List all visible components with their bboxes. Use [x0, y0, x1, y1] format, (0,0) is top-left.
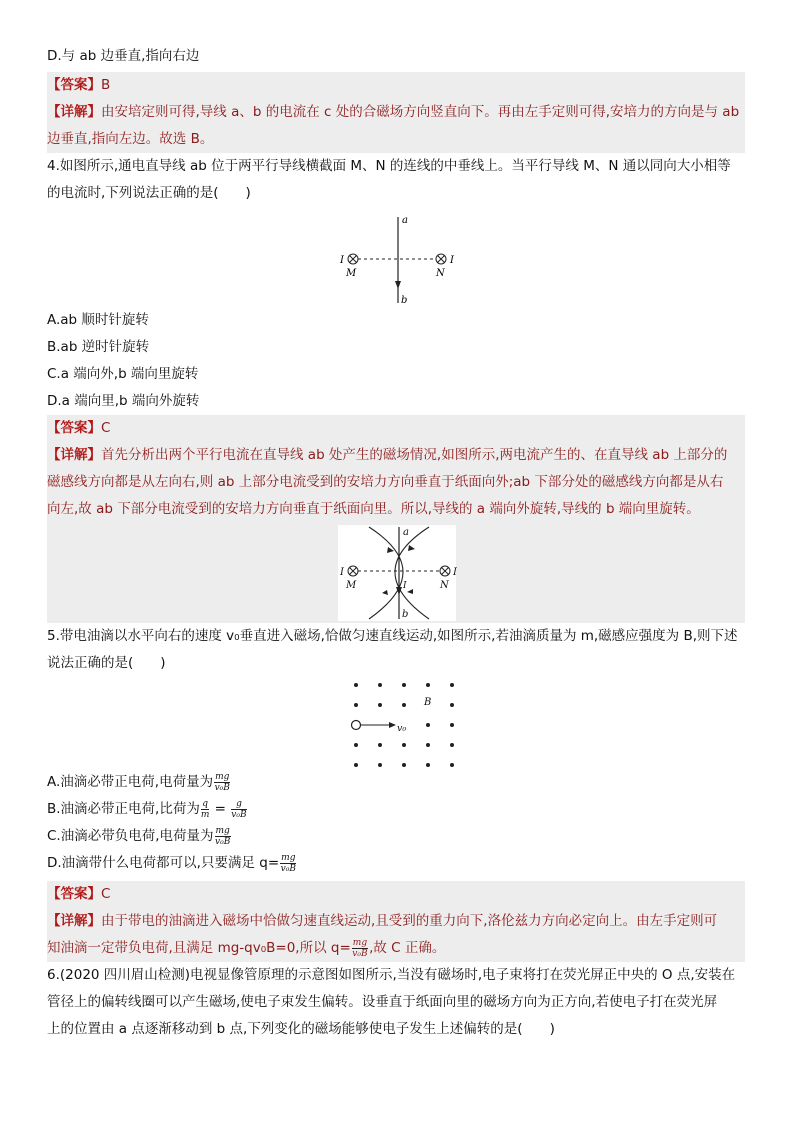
- label-B: B: [424, 697, 432, 708]
- q3-detail-line-2: 边垂直,指向左边。故选 B。: [47, 131, 214, 147]
- numerator: q: [202, 798, 208, 809]
- fraction-mg-over-v0B: [214, 772, 230, 793]
- fraction-mg-over-v0B: [352, 938, 368, 959]
- q5-answer-box: [47, 881, 745, 962]
- q5-stem-line-1: 5.带电油滴以水平向右的速度 v₀垂直进入磁场,恰做匀速直线运动,如图所示,若油滴质量为 m,磁感应强度为 B,则下述: [47, 628, 738, 644]
- q5-option-d: [47, 850, 745, 877]
- label-I-left: I: [340, 567, 344, 578]
- field-dot: [450, 763, 454, 767]
- label-M: M: [346, 268, 357, 279]
- field-dot: [378, 743, 382, 747]
- field-dot: [450, 683, 454, 687]
- document-page: [47, 43, 745, 1043]
- field-dot: [354, 703, 358, 707]
- q4-field-diagram: [47, 523, 745, 623]
- label-I-mid: I: [403, 581, 407, 591]
- fraction-mg-over-v0B: [215, 826, 231, 847]
- label-I-right: I: [450, 255, 454, 266]
- oil-drop-icon: [352, 721, 361, 730]
- label-b: b: [402, 609, 409, 620]
- detail-tag: 【详解】: [47, 104, 101, 120]
- q4-detail-line-3: 向左,故 ab 下部分电流受到的安培力方向垂直于纸面向里。所以,导线的 a 端向外旋转,导线的 b 端向里旋转。: [47, 501, 700, 517]
- answer-tag: 【答案】: [47, 420, 101, 436]
- q3-answer: B: [101, 77, 111, 93]
- q4-detail-line-2: 磁感线方向都是从左向右,则 ab 上部分电流受到的安培力方向垂直于纸面向外;ab 下部分处的磁感线方向都是从右: [47, 474, 724, 490]
- q4-stem-line-2: 的电流时,下列说法正确的是( ): [47, 185, 251, 201]
- detail-tag: 【详解】: [47, 913, 101, 929]
- field-dot: [450, 723, 454, 727]
- q3-option-d: D.与 ab 边垂直,指向右边: [47, 48, 200, 64]
- label-I-left: I: [340, 255, 344, 266]
- q5-option-b: [47, 796, 745, 823]
- q4-detail-line-1: [47, 442, 745, 469]
- q5-option-a: [47, 769, 745, 796]
- field-dot: [402, 703, 406, 707]
- q4-option-d: D.a 端向里,b 端向外旋转: [47, 393, 200, 409]
- q4-answer-box: [47, 415, 745, 623]
- field-dot: [402, 683, 406, 687]
- field-dot: [426, 743, 430, 747]
- field-dot: [354, 683, 358, 687]
- q6-stem-line-2: 管径上的偏转线圈可以产生磁场,使电子束发生偏转。设垂直于纸面向里的磁场方向为正方向,若使电子打在荧光屏: [47, 994, 718, 1010]
- numerator: mg: [215, 825, 230, 836]
- q5-stem-line-2: 说法正确的是( ): [47, 655, 166, 671]
- label-b: b: [401, 295, 408, 306]
- field-dot: [402, 763, 406, 767]
- field-dot: [354, 743, 358, 747]
- numerator: g: [231, 799, 246, 810]
- label-N: N: [440, 580, 449, 591]
- field-dot: [402, 743, 406, 747]
- field-dot: [426, 763, 430, 767]
- equals-sign: =: [210, 801, 231, 817]
- q4-answer: C: [101, 420, 111, 436]
- label-I-right: I: [453, 567, 457, 578]
- denominator: v₀B: [214, 782, 230, 793]
- velocity-arrowhead: [389, 722, 396, 728]
- q5-detail-text-2: 知油滴一定带负电荷,且满足 mg-qv₀B=0,所以 q=: [47, 940, 351, 956]
- label-a: a: [403, 527, 409, 538]
- q3-detail-text-1: 由安培定则可得,导线 a、b 的电流在 c 处的合磁场方向竖直向下。再由左手定则可得,安培力的方向是与 ab: [101, 104, 740, 120]
- q3-answer-line: [47, 72, 745, 99]
- label-N: N: [436, 268, 445, 279]
- field-dot: [354, 763, 358, 767]
- denominator: v₀B: [280, 863, 296, 874]
- q4-answer-line: [47, 415, 745, 442]
- denominator: m: [200, 809, 210, 820]
- q5-option-d-text: D.油滴带什么电荷都可以,只要满足 q=: [47, 855, 280, 871]
- q5-detail-text-1: 由于带电的油滴进入磁场中恰做匀速直线运动,且受到的重力向下,洛伦兹力方向必定向上。由左手定则可: [101, 913, 718, 929]
- q4-option-c: C.a 端向外,b 端向里旋转: [47, 366, 199, 382]
- q4-option-a: A.ab 顺时针旋转: [47, 312, 149, 328]
- q5-detail-line-1: [47, 908, 745, 935]
- field-dot: [426, 723, 430, 727]
- q4-stem-line-1: 4.如图所示,通电直导线 ab 位于两平行导线横截面 M、N 的连线的中垂线上。当平行导线 M、N 通以同向大小相等: [47, 158, 731, 174]
- q4-detail-text-1: 首先分析出两个平行电流在直导线 ab 处产生的磁场情况,如图所示,两电流产生的、在直导线 ab 上部分的: [101, 447, 728, 463]
- q3-answer-box: [47, 72, 745, 153]
- q5-magnetic-field-diagram: [47, 677, 745, 769]
- numerator: mg: [352, 937, 368, 948]
- current-arrow: [395, 281, 401, 289]
- denominator: v₀B: [352, 948, 368, 959]
- fraction-mg-over-v0B: [280, 853, 296, 874]
- q5-answer: C: [101, 886, 111, 902]
- q5-option-c-text: C.油滴必带负电荷,电荷量为: [47, 828, 214, 844]
- q4-wire-diagram: [47, 207, 745, 307]
- q5-detail-line-2: [47, 935, 745, 962]
- q5-detail-text-3: ,故 C 正确。: [369, 940, 446, 956]
- q5-figure: [47, 677, 745, 769]
- field-dot: [378, 703, 382, 707]
- q5-answer-line: [47, 881, 745, 908]
- field-dot: [378, 683, 382, 687]
- label-v0: v₀: [397, 723, 407, 734]
- q4-field-figure: [47, 523, 745, 623]
- denominator: v₀B: [215, 836, 231, 847]
- numerator: mg: [281, 852, 296, 863]
- q5-option-b-text: B.油滴必带正电荷,比荷为: [47, 801, 200, 817]
- q5-option-a-text: A.油滴必带正电荷,电荷量为: [47, 774, 214, 790]
- answer-tag: 【答案】: [47, 886, 101, 902]
- field-dot: [450, 743, 454, 747]
- detail-tag: 【详解】: [47, 447, 101, 463]
- label-M: M: [346, 580, 357, 591]
- label-a: a: [402, 215, 408, 226]
- field-dot: [378, 763, 382, 767]
- denominator: v₀B: [231, 809, 247, 820]
- fraction-q-over-m: [201, 799, 210, 820]
- field-dot: [450, 703, 454, 707]
- q4-option-b: B.ab 逆时针旋转: [47, 339, 150, 355]
- q6-stem-line-1: 6.(2020 四川眉山检测)电视显像管原理的示意图如图所示,当没有磁场时,电子束将打在荧光屏正中央的 O 点,安装在: [47, 967, 736, 983]
- q4-figure: [47, 207, 745, 307]
- q5-option-c: [47, 823, 745, 850]
- answer-tag: 【答案】: [47, 77, 101, 93]
- fraction-g-over-v0B: [231, 799, 246, 820]
- q6-stem-line-3: 上的位置由 a 点逐渐移动到 b 点,下列变化的磁场能够使电子发生上述偏转的是( ): [47, 1021, 555, 1037]
- q3-detail-line-1: [47, 99, 745, 126]
- field-dot: [426, 683, 430, 687]
- numerator: mg: [215, 771, 230, 782]
